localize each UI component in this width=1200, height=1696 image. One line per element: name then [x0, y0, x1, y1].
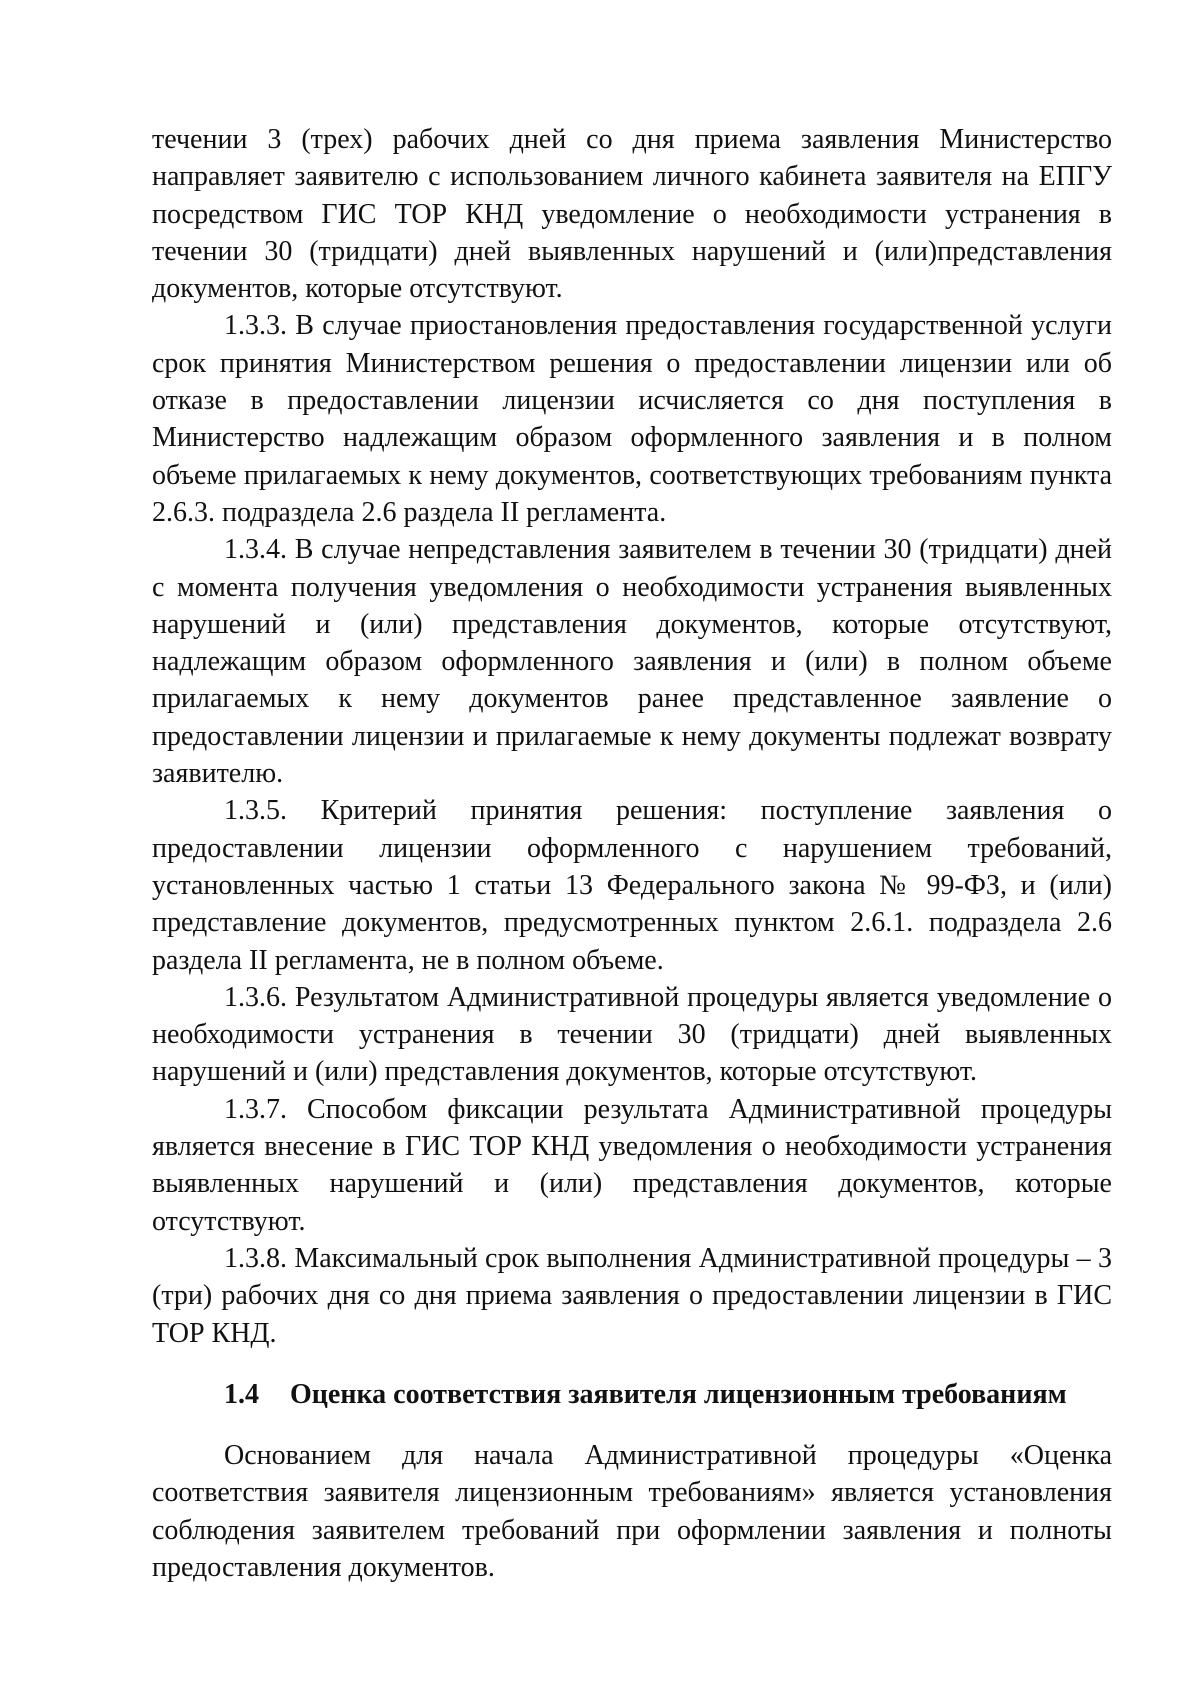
paragraph-1-3-4: 1.3.4. В случае непредставления заявителем в течении 30 (тридцати) дней с момента получения уведомления о необходимости устранения выявленных нарушений и (или) представления документов, которые отсутствуют, надлежащим образом оформленного заявления и (или) в полном объеме прилагаемых к нему документов ранее представленное заявление о предоставлении лицензии и прилагаемые к нему документы подлежат возврату заявителю. — [152, 534, 1112, 790]
paragraph-section-intro: Основанием для начала Административной процедуры «Оценка соответствия заявителя лицензионным требованиям» является установления соблюдения заявителем требований при оформлении заявления и полноты предоставления документов. — [152, 1440, 1112, 1583]
paragraph-1-3-3: 1.3.3. В случае приостановления предоставления государственной услуги срок принятия Министерством решения о предоставлении лицензии или об отказе в предоставлении лицензии исчисляется со дня поступления в Министерство надлежащим образом оформленного заявления и в полном объеме прилагаемых к нему документов, соответствующих требованиям пункта 2.6.3. подраздела 2.6 раздела II регламента. — [152, 310, 1112, 528]
section-heading — [152, 1376, 1112, 1413]
section-number: 1.4 — [224, 1378, 259, 1410]
paragraph-1-3-5: 1.3.5. Критерий принятия решения: поступление заявления о предоставлении лицензии оформленного с нарушением требований, установленных частью 1 статьи 13 Федерального закона № 99-ФЗ, и (или) представление документов, предусмотренных пунктом 2.6.1. подраздела 2.6 раздела II регламента, не в полном объеме. — [152, 795, 1112, 976]
paragraph-1-3-7: 1.3.7. Способом фиксации результата Административной процедуры является внесение в ГИС ТОР КНД уведомления о необходимости устранения выявленных нарушений и (или) представления документов, которые отсутствуют. — [152, 1093, 1112, 1237]
document-body — [152, 121, 1112, 1586]
section-title: Оценка соответствия заявителя лицензионным требованиям — [290, 1378, 1067, 1410]
paragraph-continuation: течении 3 (трех) рабочих дней со дня приема заявления Министерство направляет заявителю с использованием личного кабинета заявителя на ЕПГУ посредством ГИС ТОР КНД уведомление о необходимости устранения в течении 30 (тридцати) дней выявленных нарушений и (или)представления документов, которые отсутствуют. — [152, 124, 1112, 305]
paragraph-1-3-8: 1.3.8. Максимальный срок выполнения Административной процедуры – 3 (три) рабочих дня со дня приема заявления о предоставлении лицензии в ГИС ТОР КНД. — [152, 1242, 1112, 1349]
paragraph-1-3-6: 1.3.6. Результатом Административной процедуры является уведомление о необходимости устранения в течении 30 (тридцати) дней выявленных нарушений и (или) представления документов, которые отсутствуют. — [152, 981, 1112, 1088]
